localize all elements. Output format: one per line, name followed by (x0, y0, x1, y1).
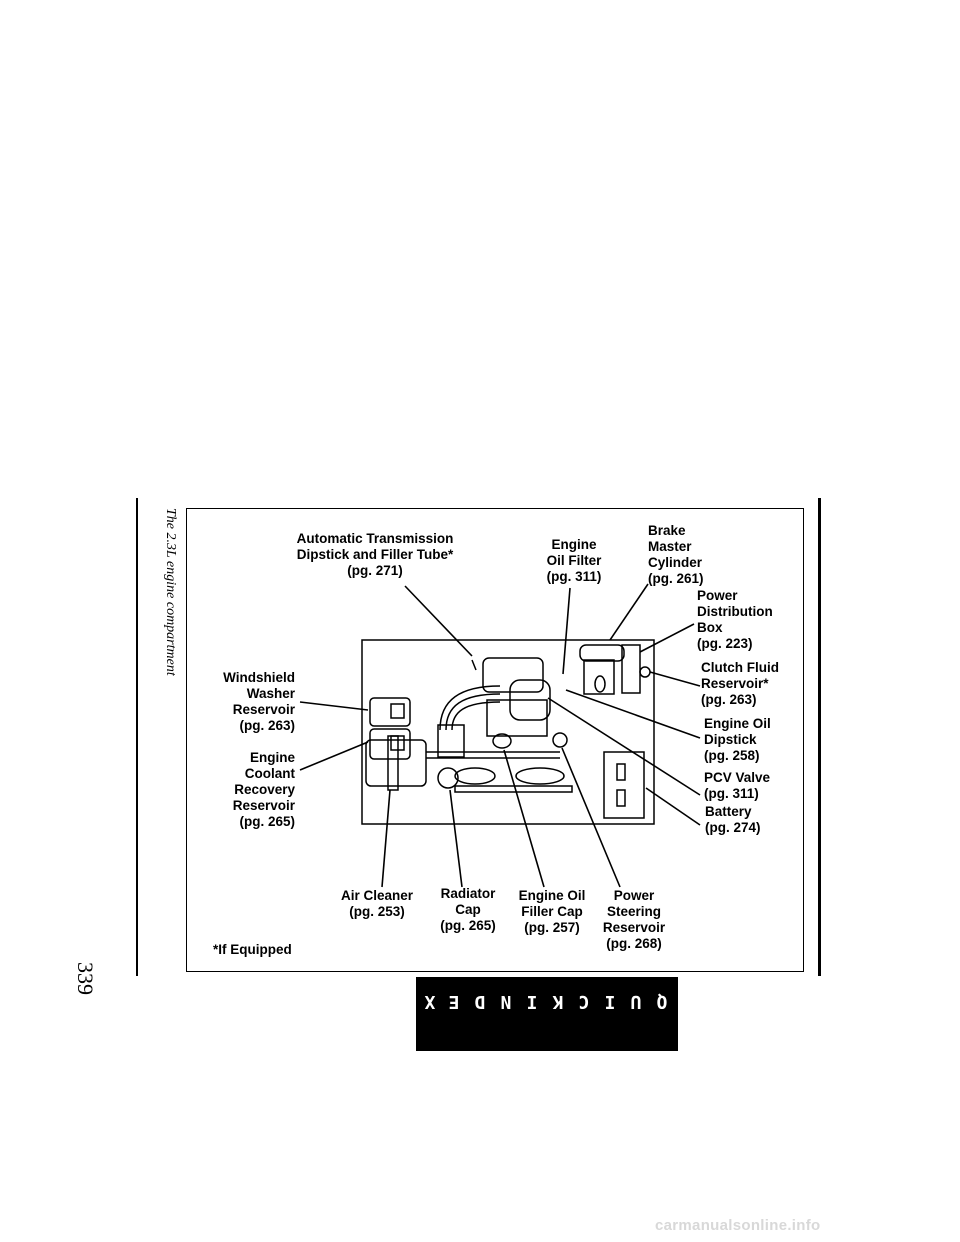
label-clutch-fluid: Clutch Fluid Reservoir* (pg. 263) (701, 660, 779, 707)
radiator-shape (455, 786, 572, 792)
leader-washer (300, 702, 368, 710)
qi-letter: X (424, 991, 436, 1012)
label-air-cleaner: Air Cleaner (pg. 253) (340, 888, 414, 919)
air-cleaner-band (388, 736, 398, 790)
label-radiator-cap: Radiator Cap (pg. 265) (440, 886, 496, 933)
leader-clutch-fluid (650, 672, 700, 686)
figure-caption: The 2.3L engine compartment (163, 508, 178, 676)
trans-dipstick (472, 660, 476, 670)
label-coolant: Engine Coolant Recovery Reservoir (pg. 265) (232, 750, 295, 829)
label-oil-dipstick: Engine Oil Dipstick (pg. 258) (704, 716, 771, 763)
radiator-tank-right (516, 768, 564, 784)
label-battery: Battery (pg. 274) (705, 804, 761, 835)
label-power-dist: Power Distribution Box (pg. 223) (697, 588, 773, 651)
radiator-tank-left (455, 768, 495, 784)
qi-letter: E (448, 991, 460, 1012)
qi-letter: Q (656, 991, 668, 1012)
label-oil-filter: Engine Oil Filter (pg. 311) (546, 537, 602, 584)
qi-letter: I (604, 991, 616, 1012)
battery-shape (604, 752, 644, 818)
leader-air-cleaner (382, 790, 390, 887)
label-washer: Windshield Washer Reservoir (pg. 263) (223, 670, 295, 733)
air-cleaner-shape (366, 740, 426, 786)
leader-auto-trans (405, 586, 472, 656)
label-auto-trans: Automatic Transmission Dipstick and Filler Tube* (pg. 271) (296, 531, 454, 578)
qi-letter: C (578, 991, 590, 1012)
leader-oil-filter (563, 588, 570, 674)
leader-power-dist (640, 624, 694, 652)
leader-radiator-cap (450, 790, 462, 887)
leader-coolant (300, 742, 368, 770)
hose-3 (452, 702, 500, 730)
label-power-steering: Power Steering Reservoir (pg. 268) (602, 888, 666, 951)
brake-master-shape (580, 645, 624, 661)
leader-brake-master (610, 584, 648, 640)
qi-letter: U (630, 991, 642, 1012)
qi-letter: N (500, 991, 512, 1012)
clutch-reservoir-shape (640, 667, 650, 677)
washer-cap (391, 704, 404, 718)
label-oil-filler: Engine Oil Filler Cap (pg. 257) (518, 888, 586, 935)
brake-fitting (595, 676, 605, 692)
label-pcv-valve: PCV Valve (pg. 311) (704, 770, 771, 801)
footnote: *If Equipped (213, 942, 292, 957)
quick-index-tab[interactable] (416, 977, 678, 1051)
engine-compartment-outline (362, 640, 654, 824)
qi-letter: I (526, 991, 538, 1012)
power-steering-cap (553, 733, 567, 747)
qi-letter: K (552, 991, 564, 1012)
battery-terminal-2 (617, 790, 625, 806)
page-number: 339 (73, 962, 98, 995)
battery-terminal-1 (617, 764, 625, 780)
brake-master-body (584, 660, 614, 694)
leader-oil-dipstick (566, 690, 700, 738)
watermark: carmanualsonline.info (655, 1217, 821, 1234)
qi-letter: D (474, 991, 486, 1012)
engine-block-main (487, 700, 547, 736)
label-brake-master: Brake Master Cylinder (pg. 261) (648, 523, 704, 586)
